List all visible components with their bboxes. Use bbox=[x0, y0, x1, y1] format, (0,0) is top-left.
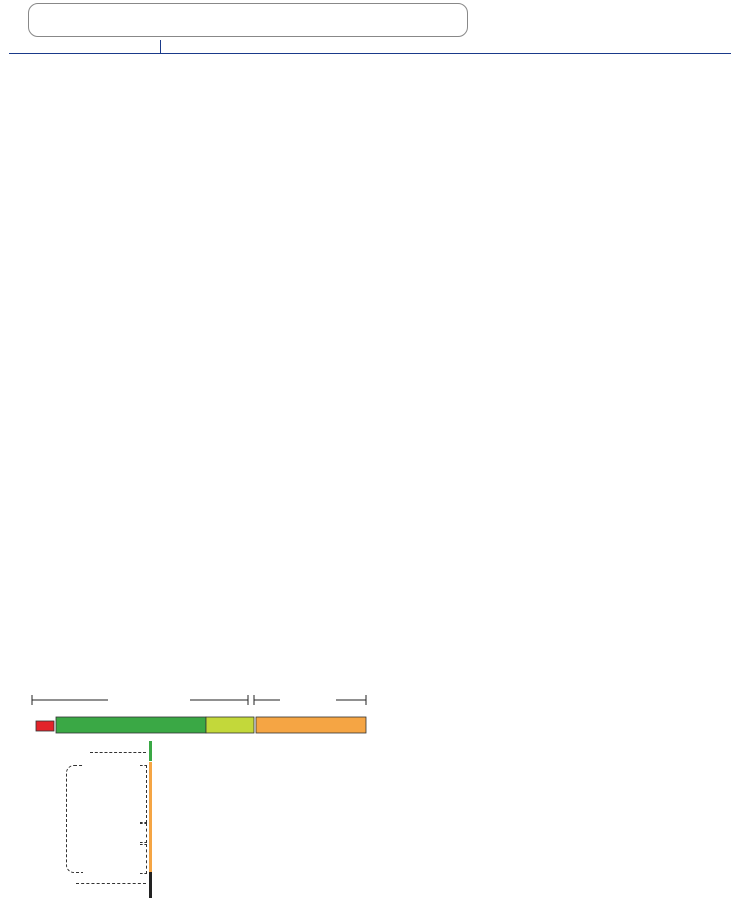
cargo-bracket bbox=[66, 765, 83, 873]
rage-schematic bbox=[30, 686, 370, 740]
mobilisation-dash bbox=[90, 752, 146, 753]
highly-bracket bbox=[140, 765, 147, 823]
put-bracket bbox=[140, 823, 147, 843]
legend bbox=[28, 3, 468, 37]
header-sep bbox=[160, 40, 161, 53]
header-rule bbox=[9, 53, 731, 54]
less-bracket bbox=[140, 844, 147, 874]
mobilisation-bar bbox=[149, 741, 152, 761]
mge-bar bbox=[149, 872, 152, 898]
cargo-bar bbox=[149, 762, 152, 872]
mge-dash bbox=[76, 883, 146, 884]
